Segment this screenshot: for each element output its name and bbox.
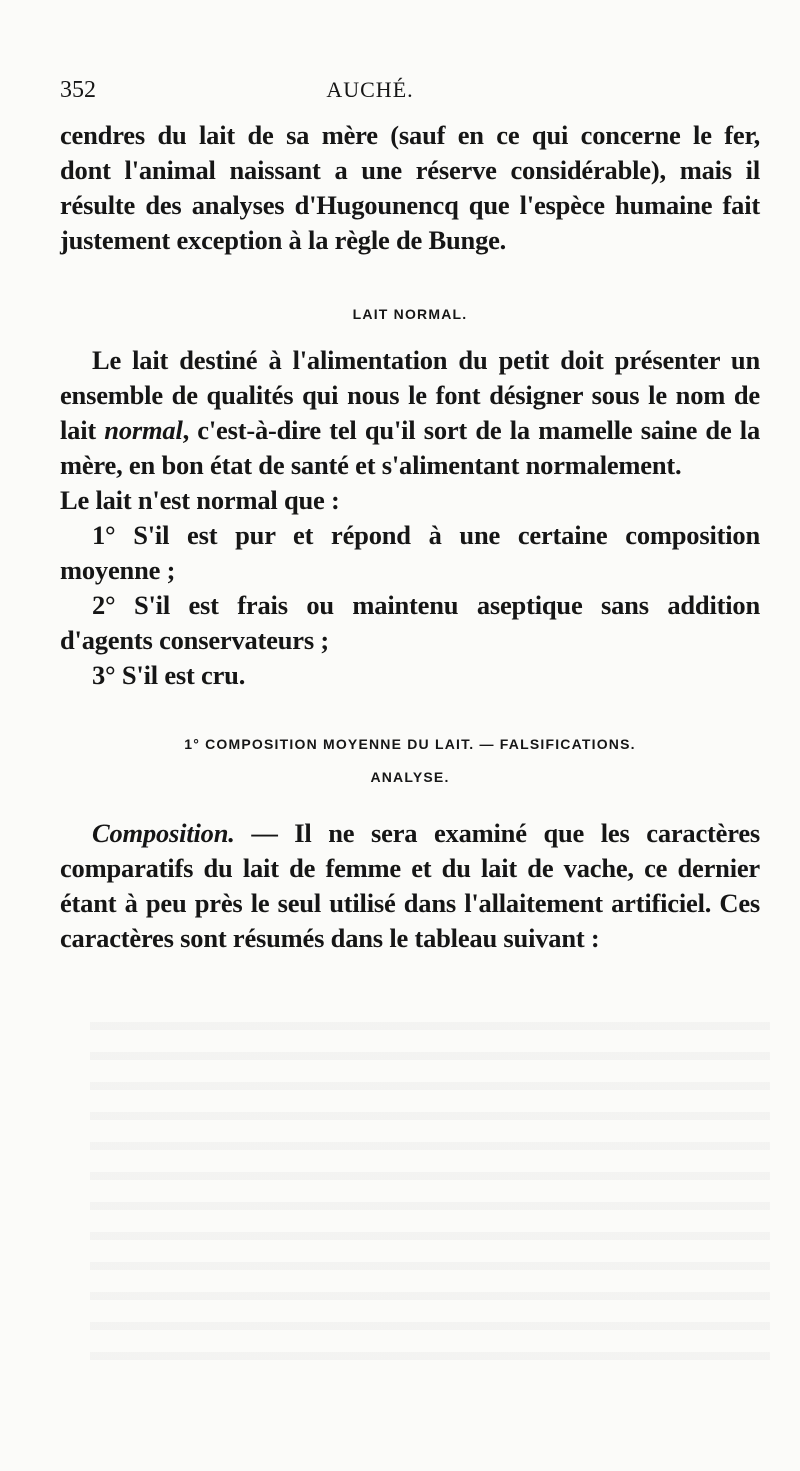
intro-paragraph (60, 118, 760, 258)
section-heading-composition: 1° COMPOSITION MOYENNE DU LAIT. — FALSIFICATIONS. (184, 736, 636, 752)
lait-normal-section (60, 343, 760, 693)
definition-text-end: , c'est-à-dire tel qu'il sort de la mamelle saine de la mère, en bon état de santé et s'alimentant normalement. (60, 415, 760, 480)
condition-item: 3° S'il est cru. (92, 660, 246, 690)
emphasis-normal: normal (104, 415, 183, 445)
running-head (60, 72, 760, 108)
intro-line: justement exception à la règle de Bunge. (60, 225, 507, 255)
composition-text: — Il ne sera examiné que les caractères comparatifs du lait de femme et du lait de vache, ce dernier étant à peu près le seul utilisé dans l'allaitement artificiel. Ces caractères sont résumés dans le tableau suivant : (60, 818, 760, 953)
intro-line: cendres du lait de sa mère (sauf en ce qui concerne le fer, (60, 120, 760, 150)
page-number: 352 (60, 77, 96, 103)
conditions-lead: Le lait n'est normal que : (60, 485, 340, 515)
intro-line: résulte des analyses d'Hugounencq que l'espèce humaine fait (60, 190, 760, 220)
running-title: AUCHÉ. (326, 77, 414, 102)
definition-text-start: Le lait destiné à l'alimentation du petit doit présenter un ensemble de qualités qui nous le font désigner sous le nom de lait (60, 345, 760, 445)
definition-paragraph (60, 343, 760, 483)
section-subheading-analyse: ANALYSE. (370, 769, 450, 785)
composition-paragraph (60, 816, 760, 956)
condition-item: 2° S'il est frais ou maintenu aseptique sans addition d'agents conservateurs ; (60, 590, 760, 655)
composition-section (60, 816, 760, 956)
section-heading-lait-normal: LAIT NORMAL. (352, 306, 468, 322)
condition-item: 1° S'il est pur et répond à une certaine composition moyenne ; (60, 520, 760, 585)
composition-label: Composition. (92, 818, 235, 848)
intro-line: dont l'animal naissant a une réserve considérable), mais il (60, 155, 760, 185)
